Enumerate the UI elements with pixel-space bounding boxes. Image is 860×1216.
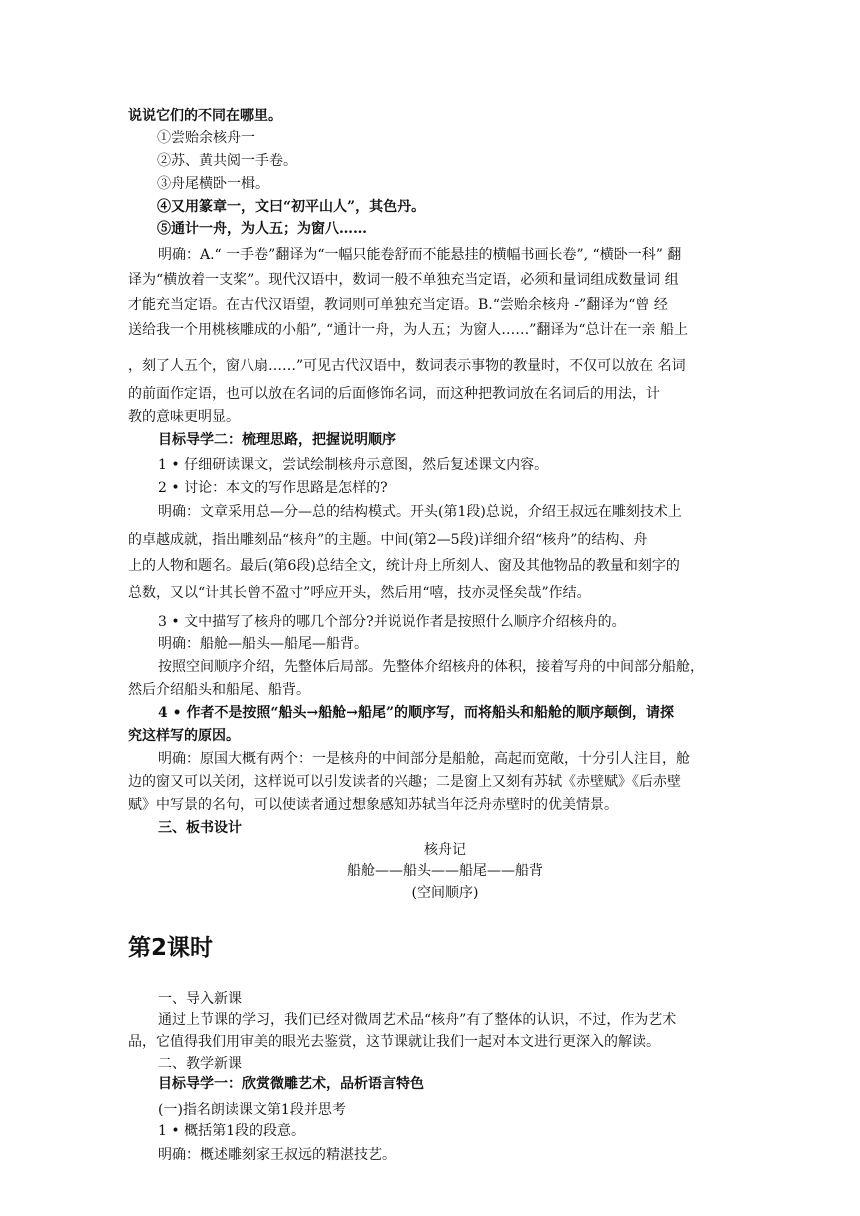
answer-line: 明确：概述雕刻家王叔远的精湛技艺。 xyxy=(158,1147,396,1163)
answer-line: 才能充当定语。在古代汉语望，教词则可单独充当定语。B.“尝贻余核舟 -”翻译为“曾 经 xyxy=(128,297,668,313)
question: 1 • 概括第1段的段意。 xyxy=(158,1123,305,1139)
question: 1 • 仔细研读课文，尝试绘制核舟示意图，然后复述课文内容。 xyxy=(158,457,549,473)
answer-line: 赋》中写景的名句，可以使读者通过想象感知苏轼当年泛舟赤壁时的优美情景。 xyxy=(128,797,618,813)
board-title: 核舟记 xyxy=(424,842,466,858)
answer-line: 的卓越成就，指出雕刻品“核舟”的主题。中间(第2—5段)详细介绍“核舟”的结构、舟 xyxy=(128,532,648,548)
question: 3 • 文中描写了核舟的哪几个部分?并说说作者是按照什么顺序介绍核舟的。 xyxy=(158,614,626,630)
goal-heading: 目标导学一：欣赏微雕艺术，品析语言特色 xyxy=(158,1076,424,1092)
answer-line: ，刻了人五个，窗八扇……”可见古代汉语中，数词表示事物的教量时，不仅可以放在 名词 xyxy=(128,358,686,374)
answer-line: 教的意味更明显。 xyxy=(128,409,240,425)
paragraph-line: 通过上节课的学习，我们已经对微周艺术品“核舟”有了整体的认识，不过，作为艺术 xyxy=(158,1012,677,1028)
answer-line: 然后介绍船头和船尾、船背。 xyxy=(128,682,310,698)
answer-line: 明确：船舱—船头—船尾—船背。 xyxy=(158,636,368,652)
answer-line: 明确：A.“ 一手卷”翻译为“一幅只能卷舒而不能悬挂的横幅书画长卷”, “横卧一科” 翻 xyxy=(158,247,682,263)
example-item: ④又用篆章一，文曰“初平山人”，其色丹。 xyxy=(157,199,426,215)
example-item: ⑤通计一舟，为人五；为窗八…… xyxy=(157,221,367,237)
board-heading: 三、板书设计 xyxy=(158,820,242,836)
section-heading: 二、教学新课 xyxy=(158,1056,242,1072)
example-item: ②苏、黄共阅一手卷。 xyxy=(157,153,297,169)
answer-line: 译为“横放着一支桨”。现代汉语中，数词一般不单独充当定语，必须和量词组成数量词 组 xyxy=(128,272,679,288)
answer-line: 明确：文章采用总—分—总的结构模式。开头(第1段)总说，介绍王叔远在雕刻技术上 xyxy=(158,504,682,520)
board-sequence: 船舱——船头——船尾——船背 xyxy=(347,863,543,879)
goal-heading: 目标导学二：梳理思路，把握说明顺序 xyxy=(158,432,396,448)
answer-line: 送给我一个用桃核雕成的小船”, “通计一舟，为人五；为窗人……”翻译为“总计在一亲 船上 xyxy=(128,322,688,338)
lesson-title: 第2课时 xyxy=(128,935,214,961)
question: 2 • 讨论：本文的写作思路是怎样的? xyxy=(158,480,388,496)
sub-heading: (一)指名朗读课文第1段并思考 xyxy=(158,1102,346,1118)
answer-line: 总数，又以“计其长曾不盈寸”呼应开头，然后用“嘻，技亦灵怪矣哉”作结。 xyxy=(128,585,591,601)
example-item: ①尝贻余核舟一 xyxy=(157,130,255,146)
answer-line: 上的人物和题名。最后(第6段)总结全文，统计舟上所刻人、窗及其他物品的教量和刻字的 xyxy=(128,558,680,574)
question: 4 • 作者不是按照“船头→船舱→船尾”的顺序写，而将船头和船舱的顺序颠倒，请探 xyxy=(158,705,675,721)
question: 究这样写的原因。 xyxy=(128,728,240,744)
example-item: ③舟尾横卧一楫。 xyxy=(157,176,269,192)
section-lead: 说说它们的不同在哪里。 xyxy=(128,108,282,124)
answer-line: 按照空间顺序介绍，先整体后局部。先整体介绍核舟的体积，接着写舟的中间部分船舱， xyxy=(158,659,704,675)
section-heading: 一、导入新课 xyxy=(158,991,242,1007)
answer-line: 的前面作定语，也可以放在名词的后面修饰名词，而这种把教词放在名词后的用法，计 xyxy=(128,386,660,402)
answer-line: 明确：原国大概有两个：一是核舟的中间部分是船舱，高起而宽敞，十分引人注目，舱 xyxy=(158,751,690,767)
paragraph-line: 品，它值得我们用审美的眼光去鉴赏，这节课就让我们一起对本文进行更深入的解读。 xyxy=(128,1034,660,1050)
board-note: (空间顺序) xyxy=(411,885,479,901)
answer-line: 边的窗又可以关闭，这样说可以引发读者的兴趣；二是窗上又刻有苏轼《赤壁赋》《后赤壁 xyxy=(128,774,681,790)
